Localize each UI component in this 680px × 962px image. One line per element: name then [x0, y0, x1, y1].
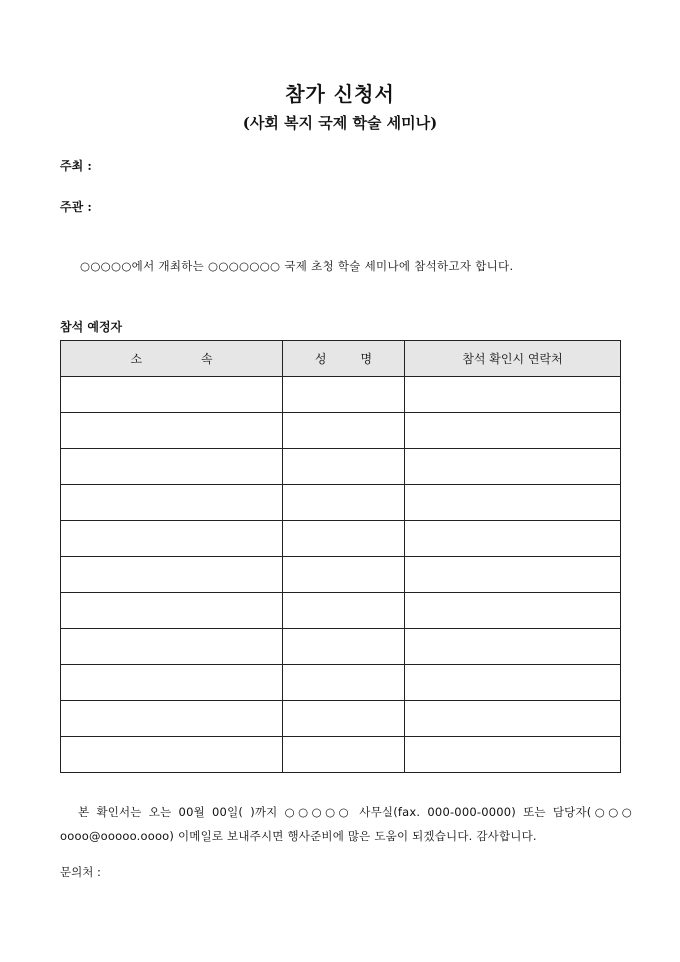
contact-cell[interactable]	[405, 665, 621, 701]
page-subtitle: (사회 복지 국제 학술 세미나)	[242, 114, 438, 132]
name-header	[283, 341, 405, 377]
name-cell[interactable]	[283, 413, 405, 449]
table-row	[61, 557, 621, 593]
affiliation-cell[interactable]	[61, 521, 283, 557]
affiliation-cell[interactable]	[61, 557, 283, 593]
organizer-label: 주관 :	[60, 200, 92, 214]
contact-cell[interactable]	[405, 377, 621, 413]
name-cell[interactable]	[283, 593, 405, 629]
affiliation-header-char-2: 속	[200, 352, 213, 366]
contact-label: 문의처 :	[60, 865, 101, 879]
name-cell[interactable]	[283, 665, 405, 701]
affiliation-cell[interactable]	[61, 413, 283, 449]
affiliation-header	[61, 341, 283, 377]
name-cell[interactable]	[283, 737, 405, 773]
table-row	[61, 593, 621, 629]
contact-cell[interactable]	[405, 593, 621, 629]
attendees-table	[60, 340, 621, 773]
affiliation-cell[interactable]	[61, 485, 283, 521]
contact-cell[interactable]	[405, 521, 621, 557]
table-row	[61, 485, 621, 521]
affiliation-header-char-1: 소	[130, 352, 143, 366]
name-header-char-1: 성	[314, 352, 327, 366]
contact-cell[interactable]	[405, 557, 621, 593]
host-label: 주최 :	[60, 159, 92, 173]
contact-header: 참석 확인시 연락처	[405, 341, 621, 377]
name-cell[interactable]	[283, 629, 405, 665]
name-cell[interactable]	[283, 521, 405, 557]
affiliation-cell[interactable]	[61, 629, 283, 665]
contact-cell[interactable]	[405, 737, 621, 773]
table-row	[61, 629, 621, 665]
name-cell[interactable]	[283, 377, 405, 413]
name-cell[interactable]	[283, 485, 405, 521]
name-header-char-2: 명	[360, 352, 373, 366]
table-header-row	[61, 341, 621, 377]
affiliation-cell[interactable]	[61, 701, 283, 737]
contact-cell[interactable]	[405, 485, 621, 521]
contact-cell[interactable]	[405, 449, 621, 485]
intro-text: ○○○○○에서 개최하는 ○○○○○○○ 국제 초청 학술 세미나에 참석하고자 합니다.	[80, 259, 514, 273]
table-row	[61, 701, 621, 737]
name-cell[interactable]	[283, 449, 405, 485]
submission-note: 본 확인서는 오는 00월 00일( )까지 ○○○○○ 사무실(fax. 000-000-0000) 또는 담당자(○○○ oooo@ooooo.oooo) 이메일로 보내주시면 행사준비에 많은 도움이 되겠습니다. 감사합니다.	[60, 805, 632, 843]
page-title: 참가 신청서	[285, 82, 395, 106]
table-row	[61, 665, 621, 701]
attendees-section-title: 참석 예정자	[60, 320, 123, 334]
name-cell[interactable]	[283, 701, 405, 737]
table-row	[61, 413, 621, 449]
table-row	[61, 737, 621, 773]
affiliation-cell[interactable]	[61, 737, 283, 773]
affiliation-cell[interactable]	[61, 377, 283, 413]
table-row	[61, 521, 621, 557]
affiliation-cell[interactable]	[61, 593, 283, 629]
contact-cell[interactable]	[405, 629, 621, 665]
affiliation-cell[interactable]	[61, 449, 283, 485]
contact-cell[interactable]	[405, 413, 621, 449]
table-row	[61, 377, 621, 413]
name-cell[interactable]	[283, 557, 405, 593]
affiliation-cell[interactable]	[61, 665, 283, 701]
contact-cell[interactable]	[405, 701, 621, 737]
table-row	[61, 449, 621, 485]
